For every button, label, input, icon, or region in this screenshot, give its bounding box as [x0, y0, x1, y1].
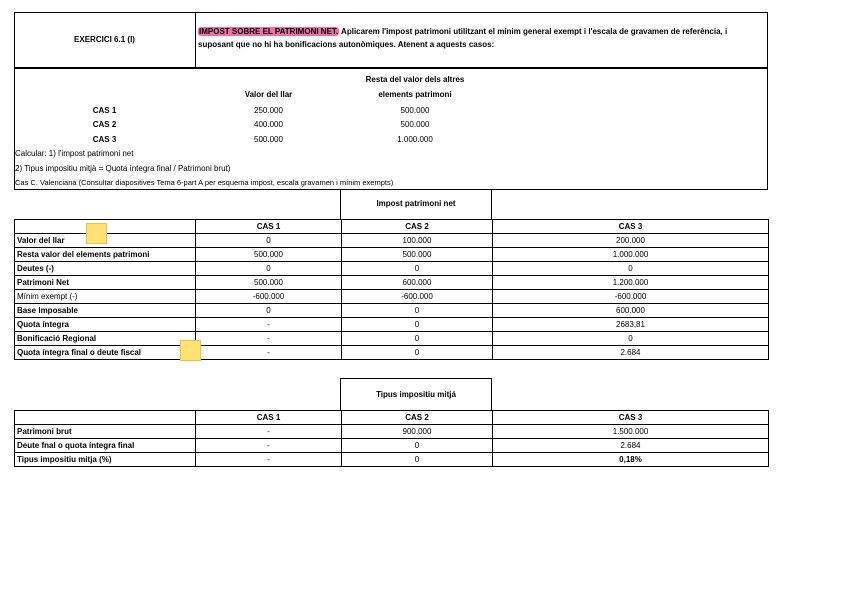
table-cell: 0	[342, 346, 493, 360]
header-divider	[195, 12, 196, 69]
case-rest-value: 500.000	[400, 106, 430, 115]
calc-instruction-3: Cas C. Valenciana (Consultar diapositives Tema 6-part A per esquema impost, escala gravamen i mínim exempts)	[15, 178, 394, 187]
title-highlight: IMPOST SOBRE EL PATRIMONI NET.	[199, 27, 339, 36]
column-header: CAS 3	[493, 220, 769, 234]
impost-patrimoni-table	[14, 219, 769, 360]
col-home-header: Valor del llar	[244, 90, 293, 99]
table-cell: 100.000	[342, 234, 493, 248]
row-label: Patrimoni brut	[15, 425, 196, 439]
table-cell: 500.000	[342, 248, 493, 262]
table-cell: 600.000	[342, 276, 493, 290]
case-rest-value: 1.000.000	[397, 135, 433, 144]
row-label: Quota íntegra	[15, 318, 196, 332]
table-row	[15, 453, 769, 467]
exercise-title	[198, 25, 758, 51]
case-label: CAS 1	[92, 106, 117, 115]
table-cell: 0	[196, 304, 342, 318]
table-header-row	[15, 220, 769, 234]
table-cell: -	[196, 453, 342, 467]
row-label: Mínim exempt (-)	[15, 290, 196, 304]
col-rest-header-2: elements patrimoni	[378, 90, 452, 99]
table-cell: 0	[342, 332, 493, 346]
table-cell: 900.000	[342, 425, 493, 439]
column-header: CAS 2	[342, 220, 493, 234]
tipus-impositiu-table	[14, 410, 769, 467]
table-cell: 600.000	[493, 304, 769, 318]
table2-title: Tipus impositiu mitjá	[376, 390, 456, 399]
row-label: Bonificació Regional	[15, 332, 196, 346]
table-cell: 1.000.000	[493, 248, 769, 262]
table-cell: 2.684	[493, 439, 769, 453]
table-row	[15, 439, 769, 453]
table-cell: -600.000	[342, 290, 493, 304]
row-label: Tipus impositiu mitja (%)	[15, 453, 196, 467]
col-rest-header-1: Resta del valor dels altres	[365, 75, 465, 84]
table-cell: -600.000	[493, 290, 769, 304]
table-row	[15, 290, 769, 304]
table-cell: 0	[196, 234, 342, 248]
title-rest: Aplicarem l'impost patrimoni utilitzant el mínim general exempt i l'escala de gravamen de referència, i suposant que no hi ha bonificacions autonòmiques. Atenent a aquests casos:	[198, 27, 728, 49]
table-cell: -	[196, 346, 342, 360]
table-row	[15, 304, 769, 318]
exercise-label: EXERCICI 6.1 (I)	[74, 35, 135, 44]
comment-note[interactable]	[86, 223, 107, 244]
row-label: Deutes (-)	[15, 262, 196, 276]
row-label: Base Imposable	[15, 304, 196, 318]
table-row	[15, 262, 769, 276]
comment-note[interactable]	[180, 340, 201, 361]
table-cell: -	[196, 425, 342, 439]
case-label: CAS 3	[92, 135, 117, 144]
table-cell: 0	[342, 304, 493, 318]
table-cell: 0	[493, 262, 769, 276]
table-row	[15, 332, 769, 346]
table-cell: -	[196, 318, 342, 332]
table-cell: 0	[493, 332, 769, 346]
table-cell: 0	[196, 262, 342, 276]
row-label: Patrimoni Net	[15, 276, 196, 290]
row-label: Resta valor del elements patrimoni	[15, 248, 196, 262]
table-cell: 2.684	[493, 346, 769, 360]
case-home-value: 400.000	[254, 120, 283, 129]
table-cell: -	[196, 439, 342, 453]
table1-title: Impost patrimoni net	[376, 199, 456, 208]
table-row	[15, 318, 769, 332]
table-cell: 2683,81	[493, 318, 769, 332]
table-row	[15, 234, 769, 248]
table-row	[15, 425, 769, 439]
row-label: Quota íntegra final o deute fiscal	[15, 346, 196, 360]
case-home-value: 500.000	[254, 135, 283, 144]
table-cell: -600.000	[196, 290, 342, 304]
table-cell: 500.000	[196, 248, 342, 262]
table-cell: 200.000	[493, 234, 769, 248]
table-cell: 0,18%	[493, 453, 769, 467]
calc-instruction-2: 2) Tipus impositiu mitjà = Quota íntegra final / Patrimoni brut)	[15, 164, 231, 173]
column-header: CAS 3	[493, 411, 769, 425]
table-cell: -	[196, 332, 342, 346]
table-cell: 0	[342, 453, 493, 467]
column-header: CAS 1	[196, 411, 342, 425]
table-cell: 1.200.000	[493, 276, 769, 290]
table-corner	[15, 411, 196, 425]
column-header: CAS 2	[342, 411, 493, 425]
case-rest-value: 500.000	[400, 120, 430, 129]
case-home-value: 250.000	[254, 106, 283, 115]
calc-instruction-1: Calcular: 1) l'impost patrimoni net	[15, 149, 134, 158]
table-cell: 500.000	[196, 276, 342, 290]
table-cell: 0	[342, 318, 493, 332]
table-cell: 0	[342, 439, 493, 453]
row-label: Valor del llar	[15, 234, 196, 248]
column-header: CAS 1	[196, 220, 342, 234]
table-cell: 0	[342, 262, 493, 276]
table-row	[15, 248, 769, 262]
table-row	[15, 346, 769, 360]
row-label: Deute fnal o quota íntegra final	[15, 439, 196, 453]
table-row	[15, 276, 769, 290]
intro-right-border	[767, 69, 768, 189]
table-cell: 1.500.000	[493, 425, 769, 439]
table-header-row	[15, 411, 769, 425]
case-label: CAS 2	[92, 120, 117, 129]
